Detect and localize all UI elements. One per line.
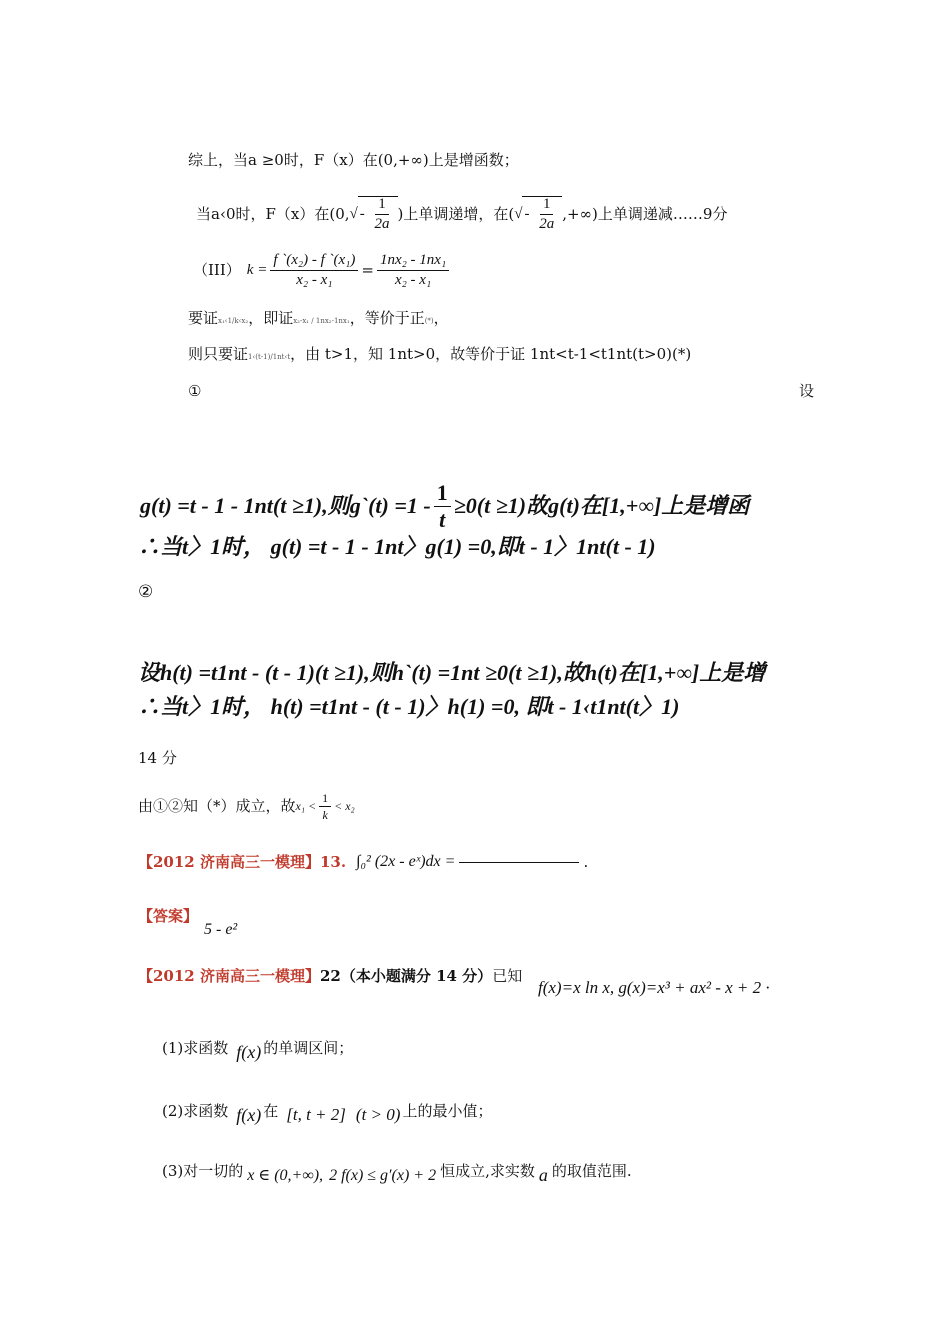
monotonic-text-b: )上单调递增，在( [397, 205, 515, 223]
sqrt-expr-1: √ - $\frac{1}{2a}$ [350, 196, 398, 232]
q22-source-tag: 【2012 济南高三一模理】 [138, 967, 320, 985]
set-label: 设 [799, 382, 815, 400]
k-symbol: k = [246, 262, 268, 278]
conclusion-fraction [319, 792, 331, 821]
k-frac2-num: 1nx₂ - 1nx₁ [377, 253, 449, 271]
q22-part1-f: f(x) [236, 1042, 262, 1062]
k-fraction-1 [270, 253, 358, 288]
question-22 [138, 966, 522, 986]
monotonic-text-a: 当a‹0时，F（x）在(0, [196, 205, 350, 223]
conclusion-text: 由①②知（*）成立，故 [138, 797, 296, 815]
answer-value: 5 - e² [204, 921, 238, 938]
conclusion-frac-den: k [322, 807, 328, 822]
sqrt-num-2: 1 [540, 197, 554, 215]
k-equals: = [361, 261, 374, 279]
g-conclusion-line: ∴当t〉1时， g(t) =t - 1 - 1nt〉g(1) =0,即t - 1〉1nt(t - 1) [138, 534, 656, 559]
k-frac1-den: x₂ - x₁ [296, 271, 333, 288]
q22-functions: f(x)=x ln x, g(x)=x³ + ax² - x + 2 · [538, 978, 770, 997]
q22-part3 [162, 1156, 632, 1186]
q13-number: 13. [319, 853, 347, 871]
q13-answer-blank [459, 862, 579, 863]
prove-line [188, 308, 449, 331]
q22-part3-b: 恒成立,求实数 [440, 1162, 535, 1180]
g-function-line [140, 479, 750, 532]
score-14: 14 分 [138, 749, 177, 767]
q22-part2-a: (2)求函数 [162, 1102, 229, 1120]
circle-one-marker: ① [188, 382, 202, 400]
k-fraction-2 [377, 253, 449, 288]
q22-part2-b: 在 [263, 1102, 279, 1120]
q22-part3-a: (3)对一切的 [162, 1162, 244, 1180]
only-prove-a: 则只要证 [188, 345, 249, 363]
q22-part1-a: (1)求函数 [162, 1039, 229, 1057]
q22-part2 [162, 1097, 492, 1125]
part3-k-line [193, 248, 452, 292]
answer-label [138, 906, 198, 926]
h-conclusion-line: ∴当t〉1时， h(t) =t1nt - (t - 1)〉h(1) =0, 即t - 1‹t1nt(t〉1) [138, 694, 680, 719]
monotonic-text-c: ,+∞)上单调递减……9分 [562, 205, 728, 223]
prove-tiny-3: (*) [424, 317, 434, 325]
circle-two-marker: ② [138, 582, 154, 602]
g-function-a: g(t) =t - 1 - 1nt(t ≥1),则g`(t) =1 - [140, 493, 431, 518]
q22-part3-c: 的取值范围. [551, 1162, 632, 1180]
h-function-line: 设h(t) =t1nt - (t - 1)(t ≥1),则h`(t) =1nt ≥0(t ≥1),故h(t)在[1,+∞]上是增 [138, 660, 766, 685]
q22-part3-inequality: 2 f(x) ≤ g′(x) + 2 [329, 1167, 437, 1184]
q22-part1 [162, 1034, 353, 1062]
q22-part3-a-var: a [538, 1165, 548, 1185]
q22-part2-condition: (t > 0) [355, 1105, 401, 1124]
sqrt-den-2: 2a [539, 216, 555, 232]
sqrt-expr-2: √ - $\frac{1}{2a}$ [514, 196, 562, 232]
prove-text-a: 要证 [188, 309, 219, 327]
conclusion-x1: x₁ < [295, 799, 317, 813]
prove-text-d: ， [433, 309, 449, 327]
q13-source-tag: 【2012 济南高三一模理】 [138, 853, 320, 871]
g-fraction [434, 479, 451, 532]
answer-tag: 【答案】 [138, 907, 199, 925]
q22-part1-b: 的单调区间； [263, 1039, 354, 1057]
only-prove-b: ，由 t>1，知 1nt>0，故等价于证 1nt<t-1<t1nt(t>0)(*) [290, 345, 692, 363]
q22-part2-c: 上的最小值； [402, 1102, 493, 1120]
prove-tiny-1: x₁‹1/k‹x₂ [218, 317, 249, 325]
only-prove-tiny: 1‹(t-1)/1nt‹t [248, 353, 291, 361]
q13-period: . [583, 853, 589, 871]
part3-label: （III） [193, 261, 241, 279]
summary-line: 综上，当a ≥0时，F（x）在(0,+∞)上是增函数； [188, 151, 519, 169]
only-prove-line [188, 344, 691, 367]
g-frac-num: 1 [434, 482, 451, 507]
q22-part3-domain: x ∈ (0,+∞), [247, 1167, 324, 1184]
conclusion-frac-num: 1 [319, 792, 331, 807]
sqrt-num-1: 1 [375, 197, 389, 215]
g-frac-den: t [439, 506, 446, 532]
conclusion-x2: < x₂ [334, 799, 355, 813]
q22-heading: 22（本小题满分 14 分） [319, 967, 493, 985]
k-frac2-den: x₂ - x₁ [394, 271, 432, 288]
q22-part2-interval: [t, t + 2] [286, 1105, 346, 1124]
conclusion-line [138, 786, 355, 826]
prove-text-c: ，等价于正 [349, 309, 425, 327]
q22-part2-f: f(x) [236, 1105, 262, 1125]
monotonic-line [196, 196, 727, 232]
prove-text-b: ，即证 [248, 309, 294, 327]
q13-integral: ∫₀² (2x - eˣ)dx = [356, 853, 456, 870]
k-frac1-num: f `(x₂) - f `(x₁) [270, 253, 358, 271]
question-13 [138, 852, 588, 872]
g-function-b: ≥0(t ≥1)故g(t)在[1,+∞]上是增函 [453, 493, 750, 518]
prove-tiny-2: x₂-x₁ / 1nx₂-1nx₁ [293, 317, 350, 325]
q22-known: 已知 [492, 967, 523, 985]
sqrt-den-1: 2a [374, 216, 390, 232]
